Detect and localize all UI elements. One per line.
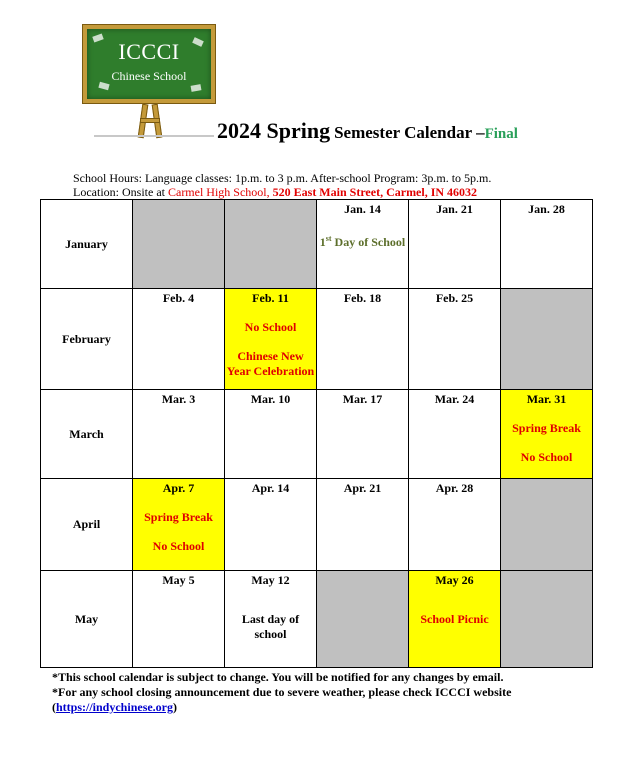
title-dash: –	[471, 123, 485, 142]
date-cell-highlighted	[225, 289, 317, 390]
date-label: Mar. 24	[434, 392, 475, 406]
date-label: May 26	[435, 573, 474, 587]
location-label: Location: Onsite at	[73, 185, 168, 199]
date-label: Jan. 21	[436, 202, 473, 216]
month-may: May	[41, 571, 133, 668]
date-cell	[317, 479, 409, 571]
divider-line	[94, 135, 214, 137]
date-label: Mar. 10	[250, 392, 291, 406]
date-cell	[409, 390, 501, 479]
spring-break-note: Spring Break	[512, 421, 581, 435]
date-cell-highlighted	[133, 479, 225, 571]
website-link[interactable]: https://indychinese.org	[56, 700, 174, 714]
empty-cell	[317, 571, 409, 668]
date-label: May 5	[162, 573, 195, 587]
date-label: Jan. 14	[344, 202, 381, 216]
calendar-row-march	[41, 390, 593, 479]
date-cell-highlighted	[409, 571, 501, 668]
month-february: February	[41, 289, 133, 390]
calendar-row-february	[41, 289, 593, 390]
last-day-note: Last day of school	[241, 612, 300, 641]
first-day-note	[317, 231, 408, 250]
chalk-mark	[191, 84, 202, 92]
no-school-note: No School	[244, 320, 297, 334]
event-note: Chinese New Year Celebration	[226, 349, 315, 378]
date-label: Jan. 28	[528, 202, 565, 216]
date-label: Apr. 14	[251, 481, 290, 495]
date-label: Apr. 21	[343, 481, 382, 495]
date-cell	[133, 571, 225, 668]
footnote-link-line	[52, 700, 177, 715]
paren-close: )	[173, 700, 178, 714]
date-cell	[317, 390, 409, 479]
footnote-weather: *For any school closing announcement due to severe weather, please check ICCCI website	[52, 685, 512, 699]
chalkboard	[87, 29, 211, 99]
date-cell	[501, 200, 593, 289]
empty-cell	[501, 289, 593, 390]
calendar-row-april	[41, 479, 593, 571]
month-march: March	[41, 390, 133, 479]
empty-cell	[133, 200, 225, 289]
semester-calendar	[40, 199, 593, 668]
date-cell	[317, 289, 409, 390]
easel-crossbar	[140, 118, 160, 123]
date-cell	[225, 571, 317, 668]
calendar-row-may	[41, 571, 593, 668]
spring-break-note: Spring Break	[144, 510, 213, 524]
picnic-note: School Picnic	[420, 612, 489, 626]
date-cell-highlighted	[501, 390, 593, 479]
footnote-change: *This school calendar is subject to change. You will be notified for any changes by email.	[52, 670, 504, 684]
date-cell	[225, 479, 317, 571]
title-year: 2024 Spring	[217, 118, 331, 143]
title-final-label: Final	[484, 126, 518, 142]
school-logo	[82, 24, 216, 104]
logo-title: ICCCI	[118, 39, 180, 64]
location-school: Carmel High School	[167, 185, 267, 199]
school-hours: School Hours: Language classes: 1p.m. to 3 p.m. After-school Program: 3p.m. to 5p.m.	[73, 171, 492, 185]
title-rest: Semester Calendar	[334, 123, 472, 142]
date-label: Apr. 7	[162, 481, 195, 495]
empty-cell	[501, 479, 593, 571]
empty-cell	[225, 200, 317, 289]
date-cell	[133, 390, 225, 479]
page-title	[217, 118, 518, 144]
school-location	[73, 185, 477, 200]
date-label: Feb. 4	[162, 291, 195, 305]
location-comma: ,	[266, 185, 273, 199]
date-label: Feb. 18	[343, 291, 382, 305]
date-label: May 12	[251, 573, 290, 587]
empty-cell	[501, 571, 593, 668]
logo-subtitle: Chinese School	[111, 69, 187, 83]
location-address: 520 East Main Street, Carmel, IN 46032	[272, 185, 478, 199]
date-label: Feb. 25	[435, 291, 474, 305]
month-january: January	[41, 200, 133, 289]
month-april: April	[41, 479, 133, 571]
date-cell	[409, 479, 501, 571]
date-cell	[317, 200, 409, 289]
calendar-row-january	[41, 200, 593, 289]
date-label: Apr. 28	[435, 481, 474, 495]
no-school-note: No School	[152, 539, 205, 553]
note-part: 1	[319, 235, 326, 249]
date-cell	[409, 289, 501, 390]
date-cell	[225, 390, 317, 479]
date-label: Feb. 11	[252, 291, 289, 305]
note-sup: st	[325, 234, 332, 243]
no-school-note: No School	[520, 450, 573, 464]
date-label: Mar. 3	[161, 392, 196, 406]
date-label: Mar. 31	[526, 392, 567, 406]
date-cell	[133, 289, 225, 390]
note-part: Day of School	[331, 235, 406, 249]
date-cell	[409, 200, 501, 289]
date-label: Mar. 17	[342, 392, 383, 406]
paren-open: (	[52, 700, 56, 714]
